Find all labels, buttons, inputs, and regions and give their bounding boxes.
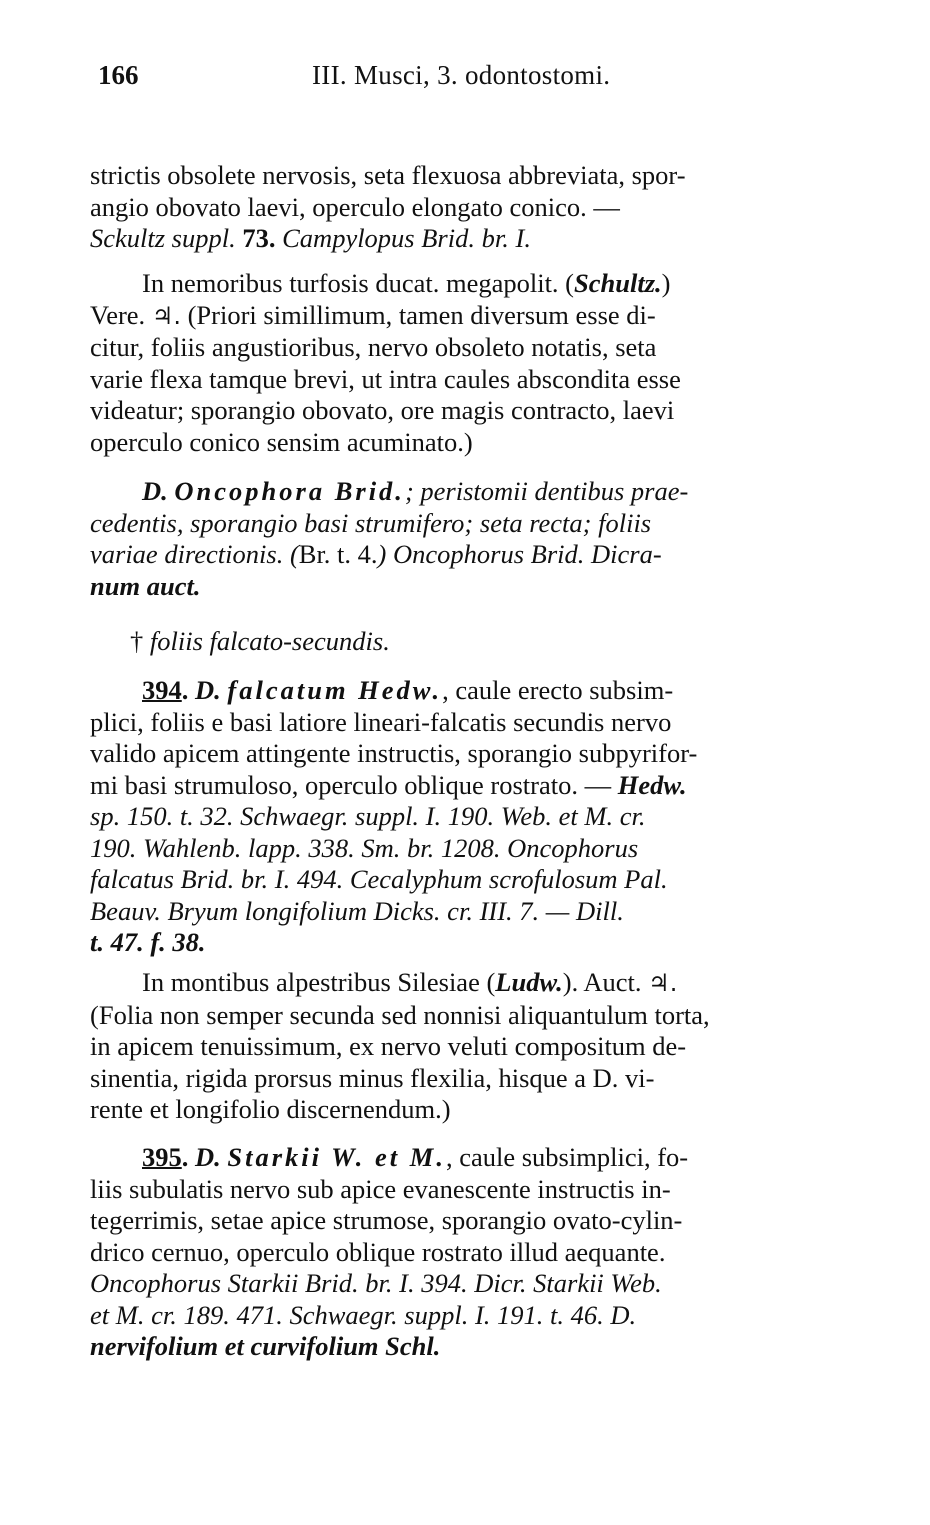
- species-number: 394: [142, 675, 182, 705]
- habitat-text: In nemoribus turfosis ducat. megapolit. (: [142, 268, 575, 298]
- text-line: sinentia, rigida prorsus minus flexilia, hisque a D. vi-: [90, 1062, 655, 1093]
- citation-line: Oncophorus Starkii Brid. br. I. 394. Dicr. Starkii Web.: [90, 1268, 662, 1298]
- citation-line: falcatus Brid. br. I. 494. Cecalyphum scrofulosum Pal.: [90, 864, 668, 894]
- section-genus-name: Oncophora Brid.: [174, 476, 405, 506]
- species-entry-395: [90, 1142, 898, 1363]
- text-line: drico cernuo, operculo oblique rostrato illud aequante.: [90, 1236, 666, 1267]
- text-line: cedentis, sporangio basi strumifero; seta recta; foliis: [90, 507, 652, 538]
- text-line: 394. D. falcatum Hedw., caule erecto subsim-: [142, 675, 674, 705]
- section-description: ; peristomii dentibus prae-: [404, 476, 689, 506]
- citation-line: 190. Wahlenb. lapp. 338. Sm. br. 1208. Oncophorus: [90, 832, 639, 863]
- citation-synonym: Campylopus Brid. br. I.: [282, 223, 531, 253]
- collector-name: Schultz.: [574, 268, 662, 298]
- paragraph-habitat-2: [90, 967, 898, 1126]
- paren-close: ): [661, 268, 671, 298]
- text-line: tegerrimis, setae apice strumose, sporangio ovato-cylin-: [90, 1205, 683, 1235]
- text-span: mi basi strumuloso, operculo oblique rostrato. —: [90, 769, 612, 800]
- running-title: III. Musci, 3. odontostomi.: [312, 60, 611, 90]
- citation-line: Beauv. Bryum longifolium Dicks. cr. III. 7. — Dill.: [90, 895, 624, 926]
- text-line: rente et longifolio discernendum.): [90, 1094, 451, 1124]
- text-line: [90, 967, 898, 1000]
- page-number: 166: [98, 60, 139, 90]
- citation-line: et M. cr. 189. 471. Schwaegr. suppl. I. 191. t. 46. D.: [90, 1299, 637, 1330]
- plate-reference: Br. t. 4.: [298, 539, 378, 569]
- citation-line: nervifolium et curvifolium Schl.: [90, 1331, 441, 1361]
- perennial-symbol-icon: ♃.: [151, 301, 181, 330]
- text-line: videatur; sporangio obovato, ore magis contracto, laevi: [90, 395, 675, 425]
- text-line: 395. D. Starkii W. et M., caule subsimplici, fo-: [142, 1142, 689, 1172]
- text-span: ) Oncophorus Brid. Dicra-: [377, 539, 662, 569]
- citation-author: Hedw.: [617, 769, 687, 800]
- section-letter: D.: [142, 476, 168, 506]
- season-text: Vere.: [90, 299, 146, 330]
- text-line: operculo conico sensim acuminato.): [90, 426, 473, 457]
- perennial-symbol-icon: ♃.: [648, 969, 678, 997]
- species-description: , caule erecto subsim-: [442, 675, 674, 705]
- text-line: [90, 539, 898, 571]
- species-number: 395: [142, 1142, 182, 1172]
- citation-line: t. 47. f. 38.: [90, 927, 206, 957]
- text-line: plici, foliis e basi latiore lineari-falcatis secundis nervo: [90, 706, 672, 737]
- species-prefix: D.: [195, 675, 221, 705]
- subsection-heading: [90, 626, 898, 658]
- text-line: angio obovato laevi, operculo elongato conico. —: [90, 191, 620, 222]
- dagger-icon: †: [130, 626, 144, 656]
- text-line: (Folia non semper secunda sed nonnisi aliquantulum torta,: [90, 999, 710, 1030]
- text-line: varie flexa tamque brevi, ut intra caules abscondita esse: [90, 363, 681, 394]
- text-line: [90, 268, 898, 300]
- text-line: num auct.: [90, 570, 201, 601]
- book-page: [78, 60, 898, 1361]
- species-prefix: D.: [195, 1142, 221, 1172]
- citation-author: Sckultz suppl.: [90, 223, 236, 253]
- text-span: ). Auct.: [562, 967, 642, 997]
- citation-number: 73.: [242, 223, 276, 253]
- collector-name: Ludw.: [495, 967, 563, 997]
- note-text: (Priori simillimum, tamen diversum esse di-: [187, 299, 656, 330]
- citation-line: sp. 150. t. 32. Schwaegr. suppl. I. 190. Web. et M. cr.: [90, 801, 646, 831]
- species-entry-394: [90, 675, 898, 959]
- subsection-label: foliis falcato-secundis.: [149, 626, 390, 656]
- page-header: [78, 60, 898, 110]
- text-line: [90, 770, 898, 802]
- text-line: citur, foliis angustioribus, nervo obsoleto notatis, seta: [90, 332, 657, 362]
- text-line: in apicem tenuissimum, ex nervo veluti compositum de-: [90, 1031, 687, 1061]
- species-description: , caule subsimplici, fo-: [445, 1142, 689, 1172]
- text-line: [90, 476, 898, 508]
- text-line: strictis obsolete nervosis, seta flexuosa abbreviata, spor-: [90, 160, 686, 190]
- text-line: liis subulatis nervo sub apice evanescente instructis in-: [90, 1173, 671, 1204]
- paragraph-continuation: [90, 160, 898, 255]
- habitat-text: In montibus alpestribus Silesiae (: [142, 967, 496, 997]
- section-oncophora: [90, 476, 898, 602]
- citation-line: [90, 223, 898, 255]
- paragraph-habitat-1: [90, 268, 898, 458]
- species-name: Starkii W. et M.: [227, 1142, 446, 1172]
- text-line: [90, 300, 898, 333]
- text-span: variae directionis. (: [90, 539, 299, 569]
- text-line: valido apicem attingente instructis, sporangio subpyrifor-: [90, 738, 698, 768]
- species-name: falcatum Hedw.: [227, 675, 443, 705]
